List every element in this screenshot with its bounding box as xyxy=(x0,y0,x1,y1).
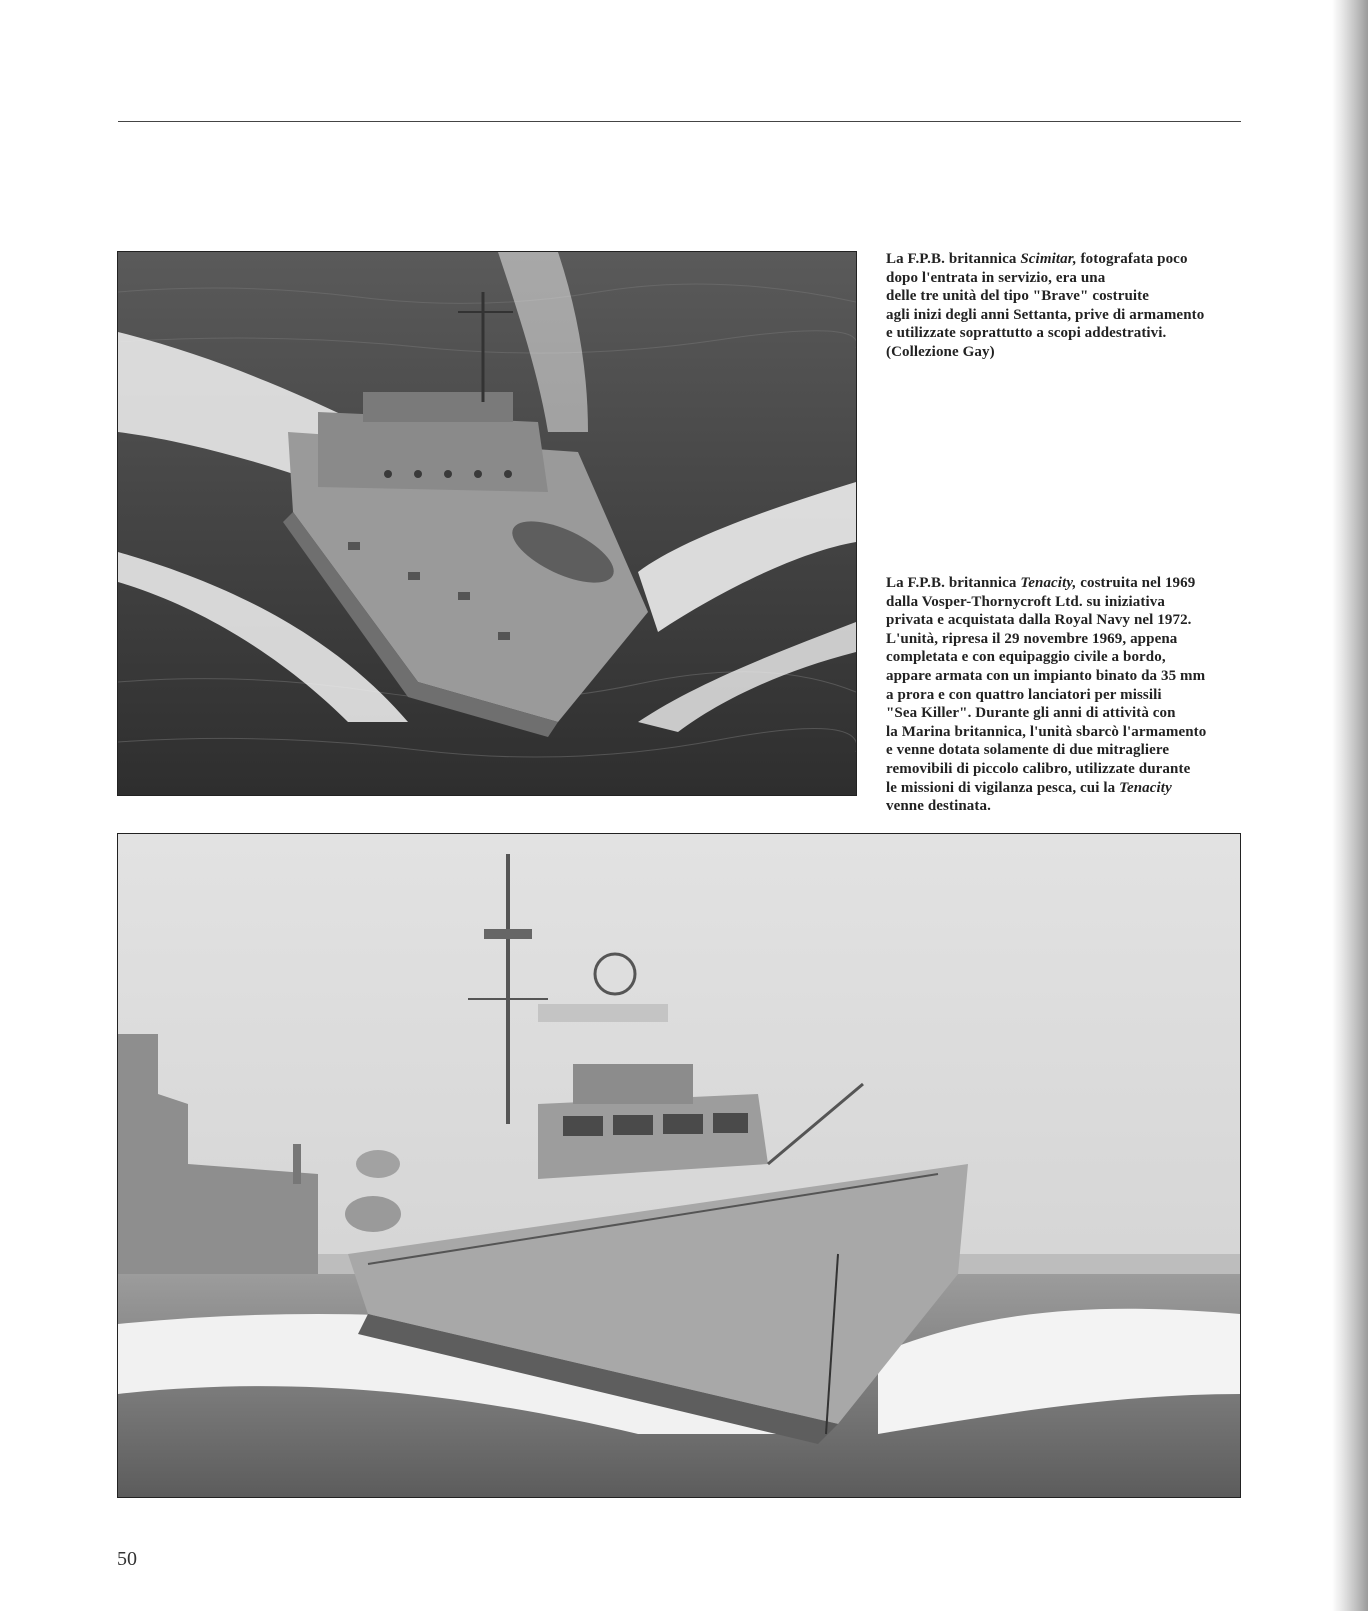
caption-text: La F.P.B. britannica xyxy=(886,251,1021,267)
header-rule xyxy=(118,121,1241,122)
caption-line: agli inizi degli anni Settanta, prive di armamento xyxy=(886,306,1205,323)
caption-line xyxy=(886,250,1246,269)
caption-line: venne destinata. xyxy=(886,798,991,815)
photo-tenacity xyxy=(117,833,1241,1498)
caption-line: completata e con equipaggio civile a bordo, xyxy=(886,649,1166,666)
page-edge-shadow xyxy=(1332,0,1368,1611)
caption-tenacity xyxy=(886,574,1246,816)
ship-name: Tenacity, xyxy=(1020,575,1077,591)
caption-text: La F.P.B. britannica xyxy=(886,575,1021,591)
caption-line: e utilizzate soprattutto a scopi addestrativi. xyxy=(886,325,1167,342)
caption-line: e venne dotata solamente di due mitragliere xyxy=(886,742,1170,759)
caption-credit: (Collezione Gay) xyxy=(886,343,995,360)
caption-text: le missioni di vigilanza pesca, cui la xyxy=(886,779,1120,796)
caption-line: delle tre unità del tipo "Brave" costruite xyxy=(886,288,1150,305)
tenacity-boat-image xyxy=(118,834,1240,1497)
caption-line: dopo l'entrata in servizio, era una xyxy=(886,269,1106,286)
caption-text: costruita nel 1969 xyxy=(1076,575,1196,591)
caption-line: la Marina britannica, l'unità sbarcò l'armamento xyxy=(886,723,1207,740)
caption-line: dalla Vosper-Thornycroft Ltd. su iniziativa xyxy=(886,593,1165,610)
ship-name: Tenacity xyxy=(1119,779,1172,796)
caption-line: L'unità, ripresa il 29 novembre 1969, appena xyxy=(886,630,1178,647)
caption-scimitar xyxy=(886,250,1246,362)
caption-line: "Sea Killer". Durante gli anni di attività con xyxy=(886,705,1176,722)
page-number: 50 xyxy=(117,1548,137,1570)
ship-name: Scimitar, xyxy=(1020,251,1077,267)
caption-text: fotografata poco xyxy=(1076,251,1188,267)
caption-line: appare armata con un impianto binato da 35 mm xyxy=(886,667,1206,684)
photo-scimitar xyxy=(117,251,857,796)
caption-line xyxy=(886,779,1246,798)
caption-line xyxy=(886,574,1246,593)
scimitar-boat-image xyxy=(118,252,856,795)
caption-line: privata e acquistata dalla Royal Navy nel 1972. xyxy=(886,612,1192,629)
caption-line: removibili di piccolo calibro, utilizzate durante xyxy=(886,760,1191,777)
caption-line: a prora e con quattro lanciatori per missili xyxy=(886,686,1162,703)
